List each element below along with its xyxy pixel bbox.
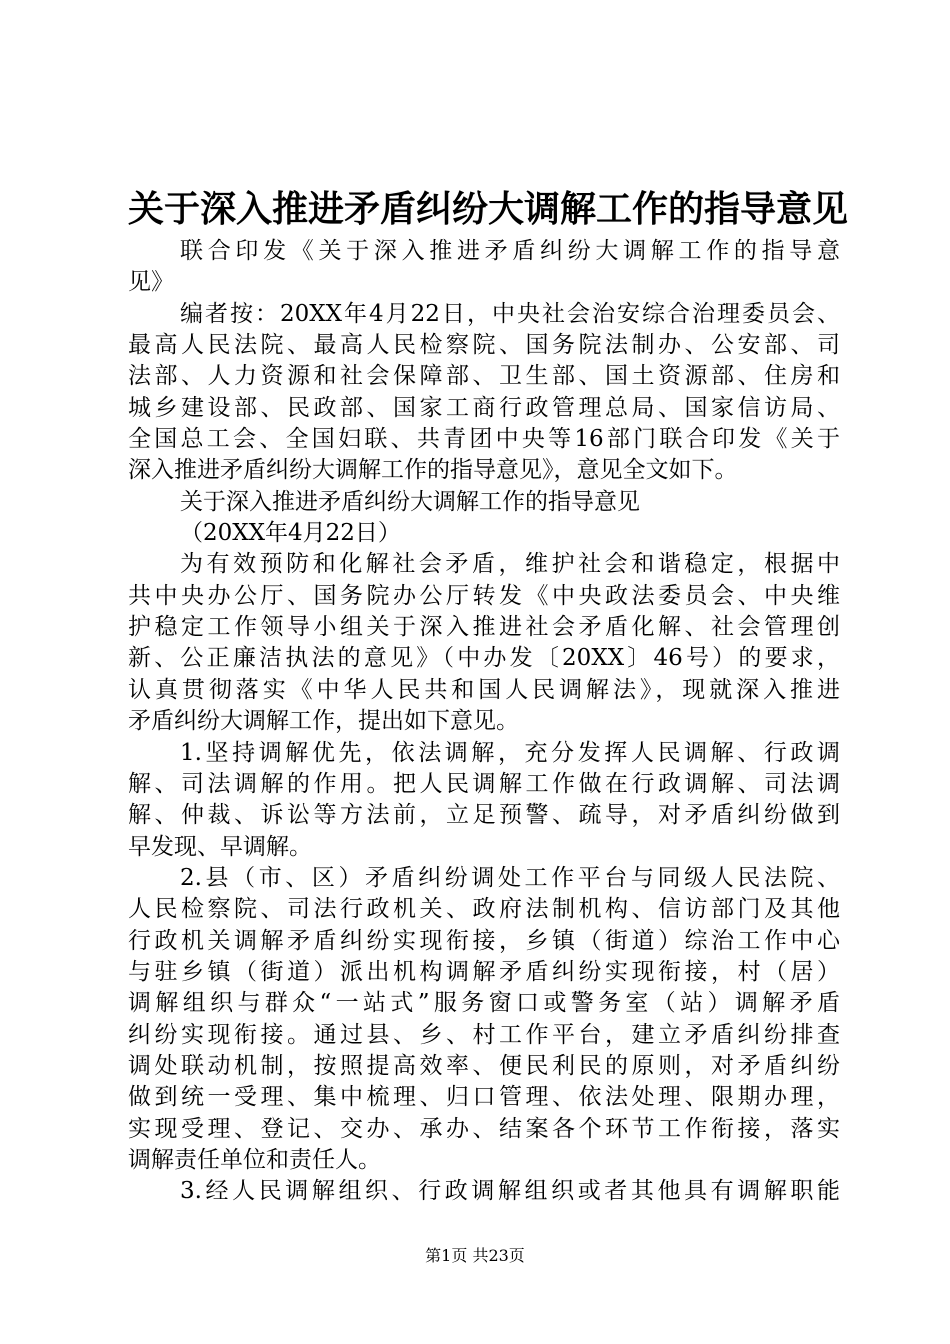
document-line: 调处联动机制，按照提高效率、便民利民的原则，对矛盾纠纷 [128,1052,840,1079]
page-footer: 第1页 共23页 [425,1246,525,1265]
document-line: 法部、人力资源和社会保障部、卫生部、国土资源部、住房和 [128,363,840,390]
document-line: 最高人民法院、最高人民检察院、国务院法制办、公安部、司 [128,332,840,359]
document-line: 做到统一受理、集中梳理、归口管理、依法处理、限期办理， [128,1084,840,1111]
document-line: 解、司法调解的作用。把人民调解工作做在行政调解、司法调 [128,770,840,797]
document-body [128,236,840,1208]
document-line: 联合印发《关于深入推进矛盾纠纷大调解工作的指导意 [180,238,840,264]
document-line: 关于深入推进矛盾纠纷大调解工作的指导意见 [180,488,640,515]
document-line: 解、仲裁、诉讼等方法前，立足预警、疏导，对矛盾纠纷做到 [128,802,840,829]
document-line: 城乡建设部、民政部、国家工商行政管理总局、国家信访局、 [128,394,840,421]
document-line: 纠纷实现衔接。通过县、乡、村工作平台，建立矛盾纠纷排查 [128,1021,840,1048]
document-line: 2.县（市、区）矛盾纠纷调处工作平台与同级人民法院、 [180,864,840,891]
document-line: 实现受理、登记、交办、承办、结案各个环节工作衔接，落实 [128,1115,840,1142]
document-line: 矛盾纠纷大调解工作，提出如下意见。 [128,708,519,735]
document-line: 与驻乡镇（街道）派出机构调解矛盾纠纷实现衔接，村（居） [128,958,840,985]
document-line: 1.坚持调解优先，依法调解，充分发挥人民调解、行政调 [180,739,840,766]
document-line: 深入推进矛盾纠纷大调解工作的指导意见》，意见全文如下。 [128,457,738,484]
document-line: 编者按：20XX年4月22日，中央社会治安综合治理委员会、 [180,300,840,327]
document-line: 3.经人民调解组织、行政调解组织或者其他具有调解职能 [180,1178,840,1205]
document-line: 见》 [128,269,174,296]
document-line: 认真贯彻落实《中华人民共和国人民调解法》，现就深入推进 [128,676,840,703]
document-line: 调解责任单位和责任人。 [128,1146,381,1173]
document-line: 共中央办公厅、国务院办公厅转发《中央政法委员会、中央维 [128,582,840,609]
document-title: 关于深入推进矛盾纠纷大调解工作的指导意见 [128,188,849,230]
document-line: 为有效预防和化解社会矛盾，维护社会和谐稳定，根据中 [180,551,840,578]
document-line: 人民检察院、司法行政机关、政府法制机构、信访部门及其他 [128,896,840,923]
document-line: 全国总工会、全国妇联、共青团中央等16部门联合印发《关于 [128,426,840,453]
document-line: 行政机关调解矛盾纠纷实现衔接，乡镇（街道）综治工作中心 [128,927,840,954]
document-line: 调解组织与群众“一站式”服务窗口或警务室（站）调解矛盾 [128,990,840,1017]
document-line: 护稳定工作领导小组关于深入推进社会矛盾化解、社会管理创 [128,614,840,641]
document-line: （20XX年4月22日） [180,520,401,547]
document-line: 早发现、早调解。 [128,833,312,860]
document-line: 新、公正廉洁执法的意见》（中办发〔20XX〕46号）的要求， [128,645,840,672]
